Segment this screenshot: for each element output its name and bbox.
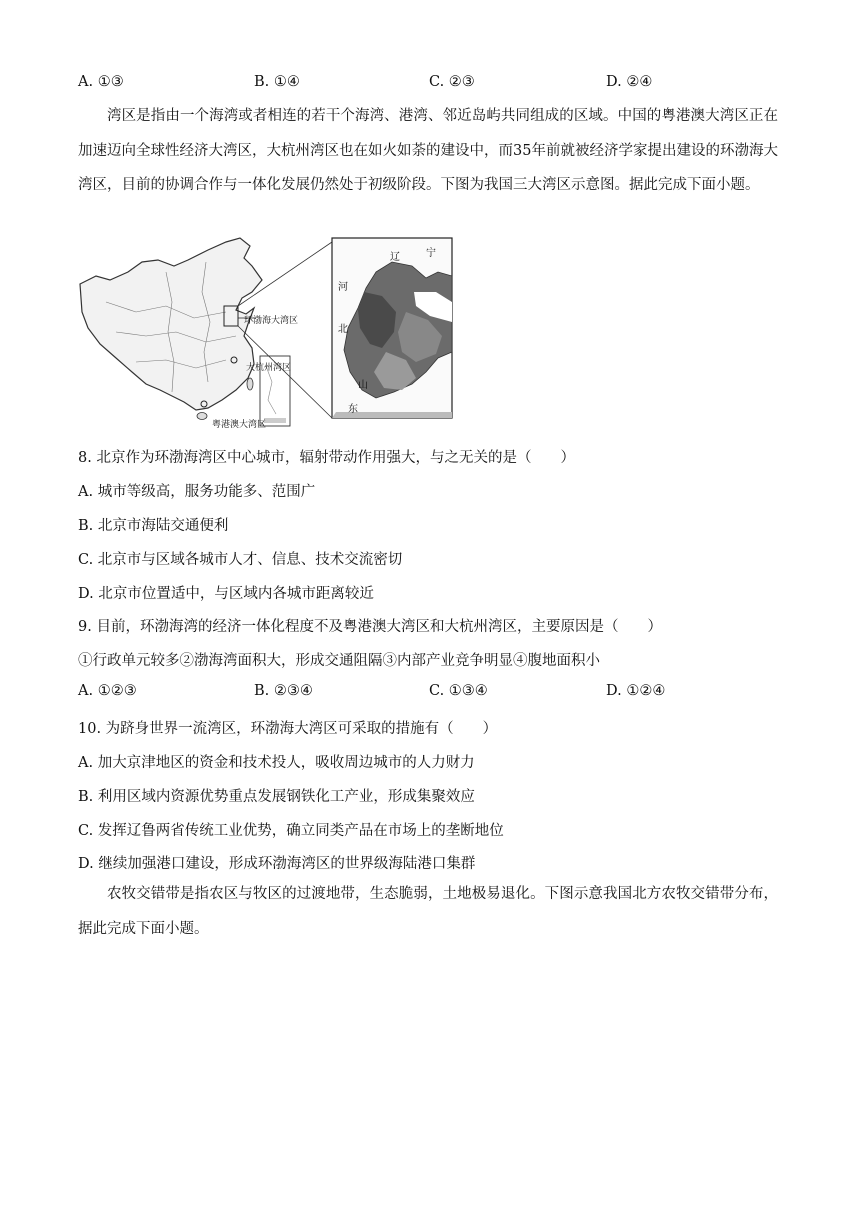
inset-label-he: 河 — [338, 282, 348, 293]
q9-option-b[interactable]: B. ②③④ — [254, 683, 313, 699]
q9-option-c[interactable]: C. ①③④ — [429, 683, 488, 699]
q7-option-b[interactable]: B. ①④ — [254, 74, 300, 90]
q7-option-a[interactable]: A. ①③ — [78, 74, 124, 90]
inset-label-liao: 辽 — [390, 252, 400, 263]
inset-label-bei: 北 — [338, 324, 348, 335]
label-bohai-bay: 环渤海大湾区 — [244, 316, 299, 326]
q8-option-d[interactable]: D. 北京市位置适中，与区域内各城市距离较近 — [78, 586, 374, 602]
q9-items: ①行政单元较多②渤海湾面积大，形成交通阻隔③内部产业竞争明显④腹地面积小 — [78, 653, 600, 669]
q9-option-a[interactable]: A. ①②③ — [78, 683, 137, 699]
q10-option-b[interactable]: B. 利用区域内资源优势重点发展钢铁化工产业，形成集聚效应 — [78, 789, 475, 805]
inset-label-ning: 宁 — [426, 248, 436, 259]
q7-option-c[interactable]: C. ②③ — [429, 74, 475, 90]
q7-option-d[interactable]: D. ②④ — [606, 74, 653, 90]
bay-intro-paragraph: 湾区是指由一个海湾或者相连的若干个海湾、港湾、邻近岛屿共同组成的区域。中国的粤港澳大湾区正在加速迈向全球性经济大湾区，大杭州湾区也在如火如荼的建设中，而35年前就被经济学家提出建设的环渤海大湾区，目前的协调合作与一体化发展仍然处于初级阶段。下图为我国三大湾区示意图。据此完成下面小题。 — [78, 108, 778, 193]
q8-option-a[interactable]: A. 城市等级高，服务功能多、范围广 — [78, 484, 316, 500]
q10-option-c[interactable]: C. 发挥辽鲁两省传统工业优势，确立同类产品在市场上的垄断地位 — [78, 823, 504, 839]
q8-option-c[interactable]: C. 北京市与区域各城市人才、信息、技术交流密切 — [78, 552, 403, 568]
q9-stem: 9. 目前，环渤海湾的经济一体化程度不及粤港澳大湾区和大杭州湾区，主要原因是（ ） — [78, 619, 662, 635]
q10-stem: 10. 为跻身世界一流湾区，环渤海大湾区可采取的措施有（ ） — [78, 721, 498, 737]
q8-option-b[interactable]: B. 北京市海陆交通便利 — [78, 518, 229, 534]
inset-label-dong: 东 — [348, 404, 358, 415]
q9-option-d[interactable]: D. ①②④ — [606, 683, 666, 699]
china-bay-map — [76, 232, 456, 432]
bay-map-figure — [76, 232, 456, 432]
label-hangzhou-bay: 大杭州湾区 — [246, 363, 292, 373]
inset-label-shan: 山 — [358, 380, 368, 391]
q10-option-a[interactable]: A. 加大京津地区的资金和技术投人，吸收周边城市的人力财力 — [78, 755, 475, 771]
farm-pasture-intro-paragraph: 农牧交错带是指农区与牧区的过渡地带，生态脆弱，土地极易退化。下图示意我国北方农牧交错带分布，据此完成下面小题。 — [78, 886, 778, 937]
bohai-inset-map — [332, 238, 452, 418]
q10-option-d[interactable]: D. 继续加强港口建设，形成环渤海湾区的世界级海陆港口集群 — [78, 856, 476, 872]
q8-stem: 8. 北京作为环渤海湾区中心城市，辐射带动作用强大，与之无关的是（ ） — [78, 450, 575, 466]
china-outline — [80, 238, 262, 410]
label-guangdong-bay: 粤港澳大湾区 — [212, 420, 267, 430]
